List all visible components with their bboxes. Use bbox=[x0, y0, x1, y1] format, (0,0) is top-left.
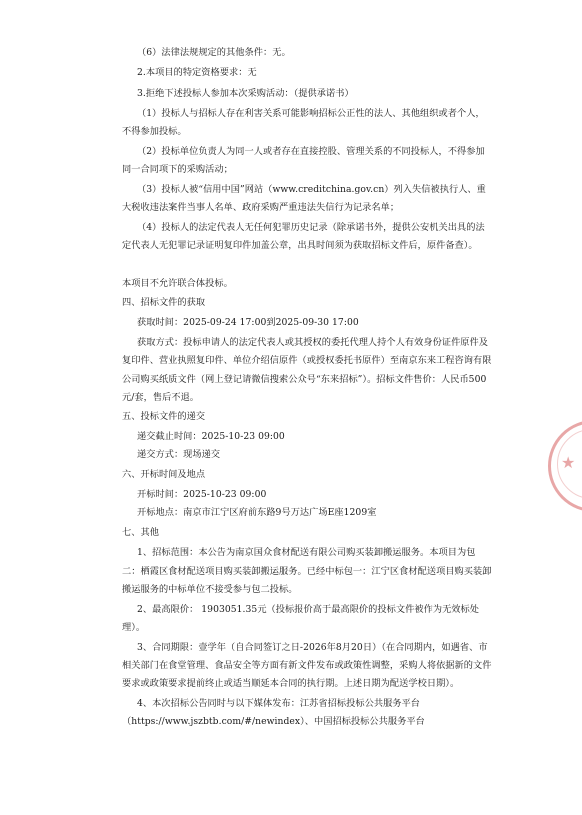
text-line: （https://www.jszbtb.com/#/newindex）、中国招标投标公共服务平台 bbox=[122, 716, 425, 727]
text-line: 同一合同项下的采购活动； bbox=[122, 164, 233, 175]
text-line: （6）法律法规规定的其他条件：无。 bbox=[137, 47, 291, 58]
text-line: （3）投标人被“信用中国”网站（www.creditchina.gov.cn）列入失信被执行人、重 bbox=[137, 184, 486, 195]
text-line: 2、最高限价： 1903051.35元（投标报价高于最高限价的投标文件被作为无效标处 bbox=[137, 604, 480, 615]
text-line: 获取时间：2025-09-24 17:00到2025-09-30 17:00 bbox=[137, 317, 359, 328]
section-heading: 六、开标时间及地点 bbox=[122, 469, 206, 480]
text-line: （1）投标人与招标人存在利害关系可能影响招标公正性的法人、其他组织或者个人， bbox=[137, 108, 485, 119]
text-line: 开标地点：南京市江宁区府前东路9号万达广场E座1209室 bbox=[137, 507, 377, 518]
text-line: 要求或政策要求提前终止或适当顺延本合同的执行期。上述日期为配送学校日期）。 bbox=[122, 678, 460, 689]
text-line: 元/套，售后不退。 bbox=[122, 392, 200, 403]
text-line: 相关部门在食堂管理、食品安全等方面有新文件发布或政策性调整，采购人将依据新的文件 bbox=[122, 660, 492, 671]
text-line: （2）投标单位负责人为同一人或者存在直接控股、管理关系的不同投标人，不得参加 bbox=[137, 146, 485, 157]
company-seal bbox=[548, 420, 582, 512]
text-line: 不得参加投标。 bbox=[122, 126, 187, 137]
text-line: 递交截止时间：2025-10-23 09:00 bbox=[137, 431, 285, 442]
seal-star-icon: ★ bbox=[561, 453, 576, 472]
text-line: 1、招标范围：本公告为南京国众食材配送有限公司购买装卸搬运服务。本项目为包 bbox=[137, 547, 476, 558]
text-line: 递交方式：现场递交 bbox=[137, 449, 221, 460]
text-line: 2.本项目的特定资格要求：无 bbox=[137, 67, 257, 78]
text-line: 大税收违法案件当事人名单、政府采购严重违法失信行为记录名单； bbox=[122, 202, 400, 213]
text-line: 公司购买纸质文件（网上登记请微信搜索公众号“东来招标”）。招标文件售价：人民币500 bbox=[122, 374, 487, 385]
section-heading: 七、其他 bbox=[122, 527, 159, 538]
section-heading: 五、投标文件的递交 bbox=[122, 411, 206, 422]
text-line: 开标时间：2025-10-23 09:00 bbox=[137, 489, 267, 500]
text-line: 定代表人无犯罪记录证明复印件加盖公章，出具时间须为获取招标文件后，原件备查）。 bbox=[122, 240, 478, 251]
text-line: 4、本次招标公告同时与以下媒体发布：江苏省招标投标公共服务平台 bbox=[137, 698, 421, 709]
text-line: 复印件、营业执照复印件、单位介绍信原件（或授权委托书原件）至南京东来工程咨询有限 bbox=[122, 355, 492, 366]
text-line: 理）。 bbox=[122, 622, 146, 633]
text-line: （4）投标人的法定代表人无任何犯罪历史记录（除承诺书外，提供公安机关出具的法 bbox=[137, 222, 485, 233]
section-heading: 四、招标文件的获取 bbox=[122, 297, 206, 308]
text-line: 搬运服务的中标单位不接受参与包二投标。 bbox=[122, 584, 298, 595]
text-line: 3.拒绝下述投标人参加本次采购活动：（提供承诺书） bbox=[137, 88, 354, 99]
text-line: 本项目不允许联合体投标。 bbox=[122, 278, 233, 289]
text-line: 二：栖霞区食材配送项目购买装卸搬运服务。已经中标包一：江宁区食材配送项目购买装卸 bbox=[122, 566, 492, 577]
text-line: 3、合同期限：壹学年（自合同签订之日-2026年8月20日）（在合同期内，如遇省、市 bbox=[137, 642, 488, 653]
text-line: 获取方式：投标申请人的法定代表人或其授权的委托代理人持个人有效身份证件原件及 bbox=[137, 337, 489, 348]
